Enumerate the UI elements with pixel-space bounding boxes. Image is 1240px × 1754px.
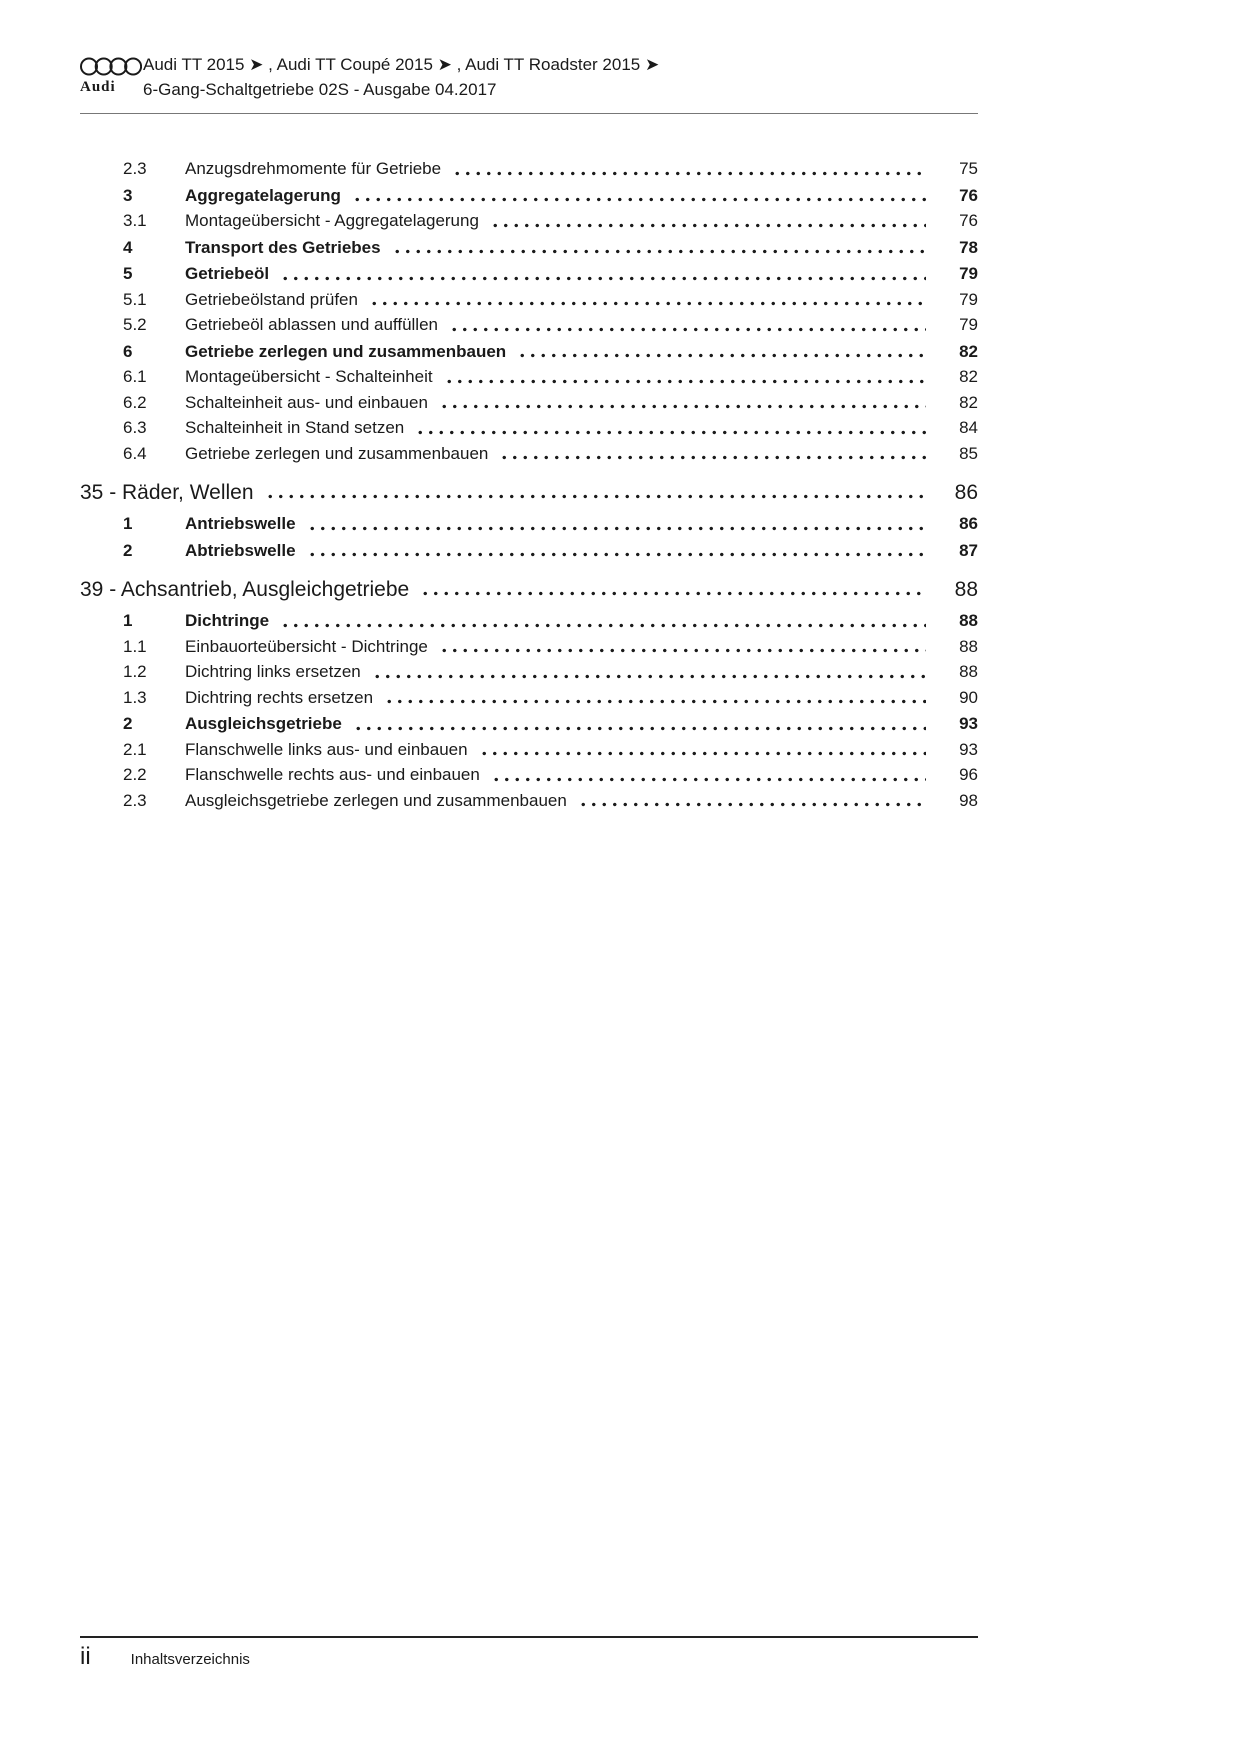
dot-leader bbox=[452, 170, 926, 177]
dot-leader bbox=[307, 525, 926, 532]
toc-entry-number: 1.3 bbox=[123, 687, 147, 707]
toc-entry-number: 2 bbox=[123, 714, 133, 733]
toc-row bbox=[80, 235, 978, 261]
toc-row bbox=[80, 261, 978, 287]
toc-entry-page: 79 bbox=[959, 315, 978, 334]
footer-section-label: Inhaltsverzeichnis bbox=[130, 1651, 250, 1668]
toc-entry-title: Transport des Getriebes bbox=[185, 237, 381, 257]
toc-row bbox=[80, 312, 978, 338]
toc-entry-number: 6.1 bbox=[123, 367, 147, 386]
toc-entry-title: Aggregatelagerung bbox=[185, 185, 341, 205]
toc-entry-title: Schalteinheit in Stand setzen bbox=[185, 418, 405, 437]
toc-entry-number: 3 bbox=[123, 185, 133, 205]
toc-entry-title: Flanschwelle links aus- und einbauen bbox=[185, 739, 468, 759]
toc-entry-number: 1 bbox=[123, 514, 133, 533]
toc-entry-title: Schalteinheit aus- und einbauen bbox=[185, 392, 428, 412]
toc-entry-number: 2 bbox=[123, 540, 133, 560]
dot-leader bbox=[415, 429, 926, 436]
toc-entry-number: 6 bbox=[123, 341, 133, 361]
header-models-line: Audi TT 2015 ➤ , Audi TT Coupé 2015 ➤ , Audi TT Roadster 2015 ➤ bbox=[143, 55, 660, 74]
toc-entry-title: Anzugsdrehmomente für Getriebe bbox=[185, 159, 442, 178]
toc-row bbox=[80, 156, 978, 182]
toc-entry-number: 2.2 bbox=[123, 765, 147, 784]
toc-entry-title: Getriebe zerlegen und zusammenbauen bbox=[185, 443, 489, 463]
toc-entry-title: Montageübersicht - Schalteinheit bbox=[185, 367, 433, 386]
toc-entry-page: 88 bbox=[959, 662, 978, 681]
toc-entry-title: Dichtring rechts ersetzen bbox=[185, 687, 374, 707]
header-divider bbox=[80, 113, 978, 114]
toc-entry-title: Getriebeöl bbox=[185, 264, 270, 283]
toc-entry-number: 6.2 bbox=[123, 392, 147, 412]
audi-wordmark: Audi bbox=[80, 79, 116, 95]
dot-leader bbox=[491, 776, 926, 783]
toc-entry-page: 82 bbox=[959, 392, 978, 412]
toc-entry-title: Ausgleichsgetriebe zerlegen und zusammenbauen bbox=[185, 790, 567, 810]
toc-row bbox=[80, 711, 978, 737]
toc-row bbox=[80, 608, 978, 634]
dot-leader bbox=[479, 750, 926, 757]
toc-row bbox=[80, 441, 978, 467]
dot-leader bbox=[369, 300, 926, 307]
dot-leader bbox=[444, 378, 926, 385]
dot-leader bbox=[499, 454, 926, 461]
toc-entry-page: 82 bbox=[959, 341, 978, 361]
dot-leader bbox=[280, 275, 926, 282]
toc-entry-page: 78 bbox=[959, 237, 978, 257]
toc-entry-number: 1.2 bbox=[123, 662, 147, 681]
dot-leader bbox=[449, 326, 926, 333]
toc-row bbox=[80, 762, 978, 788]
toc-entry-page: 86 bbox=[954, 481, 978, 504]
toc-entry-page: 79 bbox=[959, 289, 978, 309]
toc-entry-title: Flanschwelle rechts aus- und einbauen bbox=[185, 765, 480, 784]
toc-row bbox=[80, 390, 978, 416]
toc-row bbox=[80, 183, 978, 209]
toc-row bbox=[80, 538, 978, 564]
dot-leader bbox=[352, 196, 926, 203]
toc-row bbox=[80, 737, 978, 763]
toc-entry-page: 75 bbox=[959, 159, 978, 178]
toc-row bbox=[80, 479, 978, 506]
toc-entry-page: 76 bbox=[959, 185, 978, 205]
dot-leader bbox=[420, 590, 926, 597]
toc-entry-page: 76 bbox=[959, 211, 978, 230]
toc-entry-number: 5 bbox=[123, 264, 133, 283]
toc-row bbox=[80, 511, 978, 537]
toc-entry-title: Dichtring links ersetzen bbox=[185, 662, 361, 681]
toc-entry-page: 93 bbox=[959, 739, 978, 759]
footer-divider bbox=[80, 1636, 978, 1638]
toc-entry-title: Montageübersicht - Aggregatelagerung bbox=[185, 211, 479, 230]
toc-list bbox=[80, 156, 978, 813]
dot-leader bbox=[439, 403, 926, 410]
toc-entry-number: 1 bbox=[123, 611, 133, 630]
toc-entry-number: 1.1 bbox=[123, 636, 147, 656]
dot-leader bbox=[490, 222, 926, 229]
toc-entry-title: Ausgleichsgetriebe bbox=[185, 714, 342, 733]
toc-entry-page: 88 bbox=[959, 611, 978, 630]
toc-entry-title: Einbauorteübersicht - Dichtringe bbox=[185, 636, 428, 656]
toc-entry-page: 96 bbox=[959, 765, 978, 784]
audi-rings-icon bbox=[80, 56, 142, 77]
toc-row bbox=[80, 659, 978, 685]
toc-entry-page: 86 bbox=[959, 514, 978, 533]
toc-entry-title: Antriebswelle bbox=[185, 514, 296, 533]
dot-leader bbox=[372, 673, 926, 680]
toc-row bbox=[80, 634, 978, 660]
toc-entry-number: 5.2 bbox=[123, 315, 147, 334]
toc-row bbox=[80, 685, 978, 711]
toc-entry-page: 88 bbox=[954, 578, 978, 601]
toc-row bbox=[80, 415, 978, 441]
dot-leader bbox=[353, 725, 926, 732]
toc-row bbox=[80, 339, 978, 365]
toc-entry-number: 2.1 bbox=[123, 739, 147, 759]
toc-entry-number: 2.3 bbox=[123, 159, 147, 178]
toc-entry-page: 85 bbox=[959, 443, 978, 463]
toc-entry-title: Getriebeölstand prüfen bbox=[185, 289, 358, 309]
page-header bbox=[80, 52, 978, 102]
toc-entry-number: 4 bbox=[123, 237, 133, 257]
toc-entry-title: Getriebe zerlegen und zusammenbauen bbox=[185, 341, 507, 361]
dot-leader bbox=[392, 248, 926, 255]
dot-leader bbox=[517, 352, 926, 359]
toc-entry-number: 6.4 bbox=[123, 443, 147, 463]
toc-entry-page: 90 bbox=[959, 687, 978, 707]
toc-entry-page: 84 bbox=[959, 418, 978, 437]
page-footer bbox=[80, 1636, 978, 1670]
dot-leader bbox=[439, 647, 926, 654]
toc-entry-title: 35 - Räder, Wellen bbox=[80, 481, 254, 504]
header-manual-title: 6-Gang-Schaltgetriebe 02S - Ausgabe 04.2017 bbox=[143, 80, 497, 99]
toc-entry-number: 6.3 bbox=[123, 418, 147, 437]
dot-leader bbox=[307, 551, 926, 558]
toc-entry-page: 98 bbox=[959, 790, 978, 810]
toc-entry-page: 82 bbox=[959, 367, 978, 386]
toc-entry-title: Abtriebswelle bbox=[185, 540, 296, 560]
dot-leader bbox=[578, 801, 926, 808]
audi-logo bbox=[80, 56, 142, 96]
dot-leader bbox=[265, 493, 926, 500]
footer-page-number: ii bbox=[80, 1643, 91, 1670]
toc-row bbox=[80, 208, 978, 234]
toc-row bbox=[80, 364, 978, 390]
toc-entry-page: 87 bbox=[959, 540, 978, 560]
dot-leader bbox=[280, 622, 926, 629]
toc-row bbox=[80, 576, 978, 603]
toc-entry-page: 79 bbox=[959, 264, 978, 283]
toc-entry-number: 2.3 bbox=[123, 790, 147, 810]
toc-entry-title: 39 - Achsantrieb, Ausgleichgetriebe bbox=[80, 578, 410, 601]
toc-entry-number: 5.1 bbox=[123, 289, 147, 309]
toc-entry-page: 93 bbox=[959, 714, 978, 733]
toc-entry-title: Getriebeöl ablassen und auffüllen bbox=[185, 315, 438, 334]
dot-leader bbox=[384, 698, 926, 705]
toc-row bbox=[80, 788, 978, 814]
toc-entry-page: 88 bbox=[959, 636, 978, 656]
header-text bbox=[143, 52, 978, 102]
toc-entry-title: Dichtringe bbox=[185, 611, 270, 630]
toc-entry-number: 3.1 bbox=[123, 211, 147, 230]
toc-row bbox=[80, 287, 978, 313]
